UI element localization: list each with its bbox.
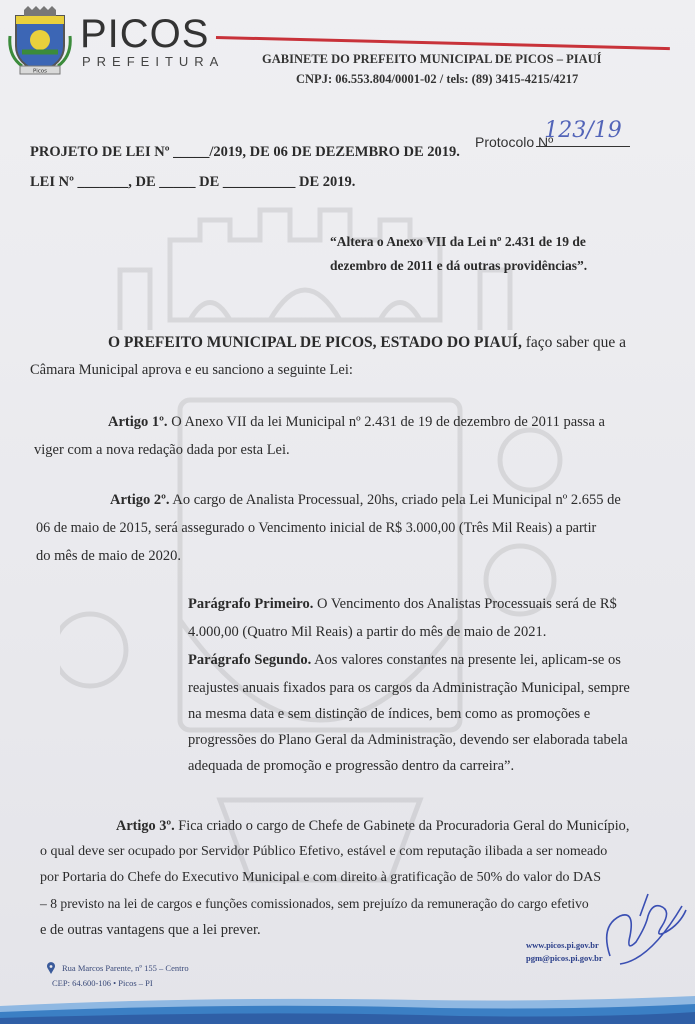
paragraph-1-line-1 <box>188 596 617 613</box>
article-2-line-3: do mês de maio de 2020. <box>36 548 181 564</box>
ementa-line-1: “Altera o Anexo VII da Lei nº 2.431 de 19 de <box>330 234 586 249</box>
article-2-line-2: 06 de maio de 2015, será assegurado o Vencimento inicial de R$ 3.000,00 (Três Mil Reais) a partir <box>36 520 597 536</box>
law-number-line: LEI Nº _______, DE _____ DE __________ DE 2019. <box>30 174 356 190</box>
preamble-mayor-bold: O PREFEITO MUNICIPAL DE PICOS, ESTADO DO PIAUÍ, <box>108 334 522 351</box>
brand-name: PICOS <box>80 12 210 56</box>
footer-cep: CEP: 64.600-106 • Picos – PI <box>52 978 153 988</box>
cabinet-heading: GABINETE DO PREFEITO MUNICIPAL DE PICOS – PIAUÍ <box>262 52 602 66</box>
ementa-line-2: dezembro de 2011 e dá outras providências”. <box>330 258 588 273</box>
brand-subtitle: PREFEITURA <box>82 54 225 69</box>
handwritten-signature-icon <box>590 886 690 968</box>
article-1-label: Artigo 1º. <box>108 414 168 430</box>
preamble-line-1 <box>108 334 626 352</box>
picos-crest-logo-icon <box>8 6 72 76</box>
paragraph-2-line-3: na mesma data e sem distinção de índices, bem como as promoções e <box>188 706 591 722</box>
paragraph-2-line-5: adequada de promoção e progressão dentro da carreira”. <box>188 758 515 774</box>
footer-website: www.picos.pi.gov.br <box>526 940 599 950</box>
paragraph-2-line-2: reajustes anuais fixados para os cargos da Administração Municipal, sempre <box>188 680 630 696</box>
article-3-line-5: e de outras vantagens que a lei prever. <box>40 922 261 938</box>
paragraph-2-line-4: progressões do Plano Geral da Administração, devendo ser elaborada tabela <box>188 732 628 748</box>
article-3-label: Artigo 3º. <box>116 818 175 834</box>
cnpj-contact-line: CNPJ: 06.553.804/0001-02 / tels: (89) 3415-4215/4217 <box>296 72 579 86</box>
article-3-line-4: – 8 previsto na lei de cargos e funções comissionados, sem prejuízo da remuneração do cargo efetivo <box>40 896 589 911</box>
article-1-text: O Anexo VII da lei Municipal nº 2.431 de 19 de dezembro de 2011 passa a <box>167 414 605 430</box>
article-1-line-1 <box>108 414 605 431</box>
protocol-handwritten-number: 123/19 <box>536 118 630 147</box>
article-3-text: Fica criado o cargo de Chefe de Gabinete da Procuradoria Geral do Município, <box>174 818 630 834</box>
paragraph-2-line-1 <box>188 652 621 669</box>
article-3-line-1 <box>116 818 629 835</box>
article-2-label: Artigo 2º. <box>110 492 170 508</box>
paragraph-2-label: Parágrafo Segundo. <box>188 652 312 668</box>
article-1-line-2: viger com a nova redação dada por esta Lei. <box>34 442 290 458</box>
paragraph-2-text: Aos valores constantes na presente lei, aplicam-se os <box>311 652 621 668</box>
paragraph-1-text: O Vencimento dos Analistas Processuais será de R$ <box>313 596 617 612</box>
article-3-line-2: o qual deve ser ocupado por Servidor Público Efetivo, estável e com reputação ilibada a ser nomeado <box>40 844 608 859</box>
preamble-line-2: Câmara Municipal aprova e eu sanciono a seguinte Lei: <box>30 362 353 378</box>
project-of-law-line: PROJETO DE LEI Nº _____/2019, DE 06 DE DEZEMBRO DE 2019. <box>30 144 460 160</box>
article-2-line-1 <box>110 492 621 509</box>
footer-address: Rua Marcos Parente, nº 155 – Centro <box>62 963 189 973</box>
preamble-rest: faço saber que a <box>521 334 626 351</box>
article-3-line-3: por Portaria do Chefe do Executivo Municipal e com direito à gratificação de 50% do valor do DAS <box>40 870 601 885</box>
footer-email: pgm@picos.pi.gov.br <box>526 953 603 963</box>
paragraph-1-line-2: 4.000,00 (Quatro Mil Reais) a partir do mês de maio de 2021. <box>188 624 547 640</box>
location-pin-icon <box>46 962 56 974</box>
footer-wave-band <box>0 996 695 1024</box>
article-2-text: Ao cargo de Analista Processual, 20hs, criado pela Lei Municipal nº 2.655 de <box>169 492 621 508</box>
paragraph-1-label: Parágrafo Primeiro. <box>188 596 314 612</box>
header-red-rule <box>216 36 670 50</box>
crest-motto: Picos <box>33 68 47 75</box>
protocol-label: Protocolo Nº <box>475 134 554 150</box>
